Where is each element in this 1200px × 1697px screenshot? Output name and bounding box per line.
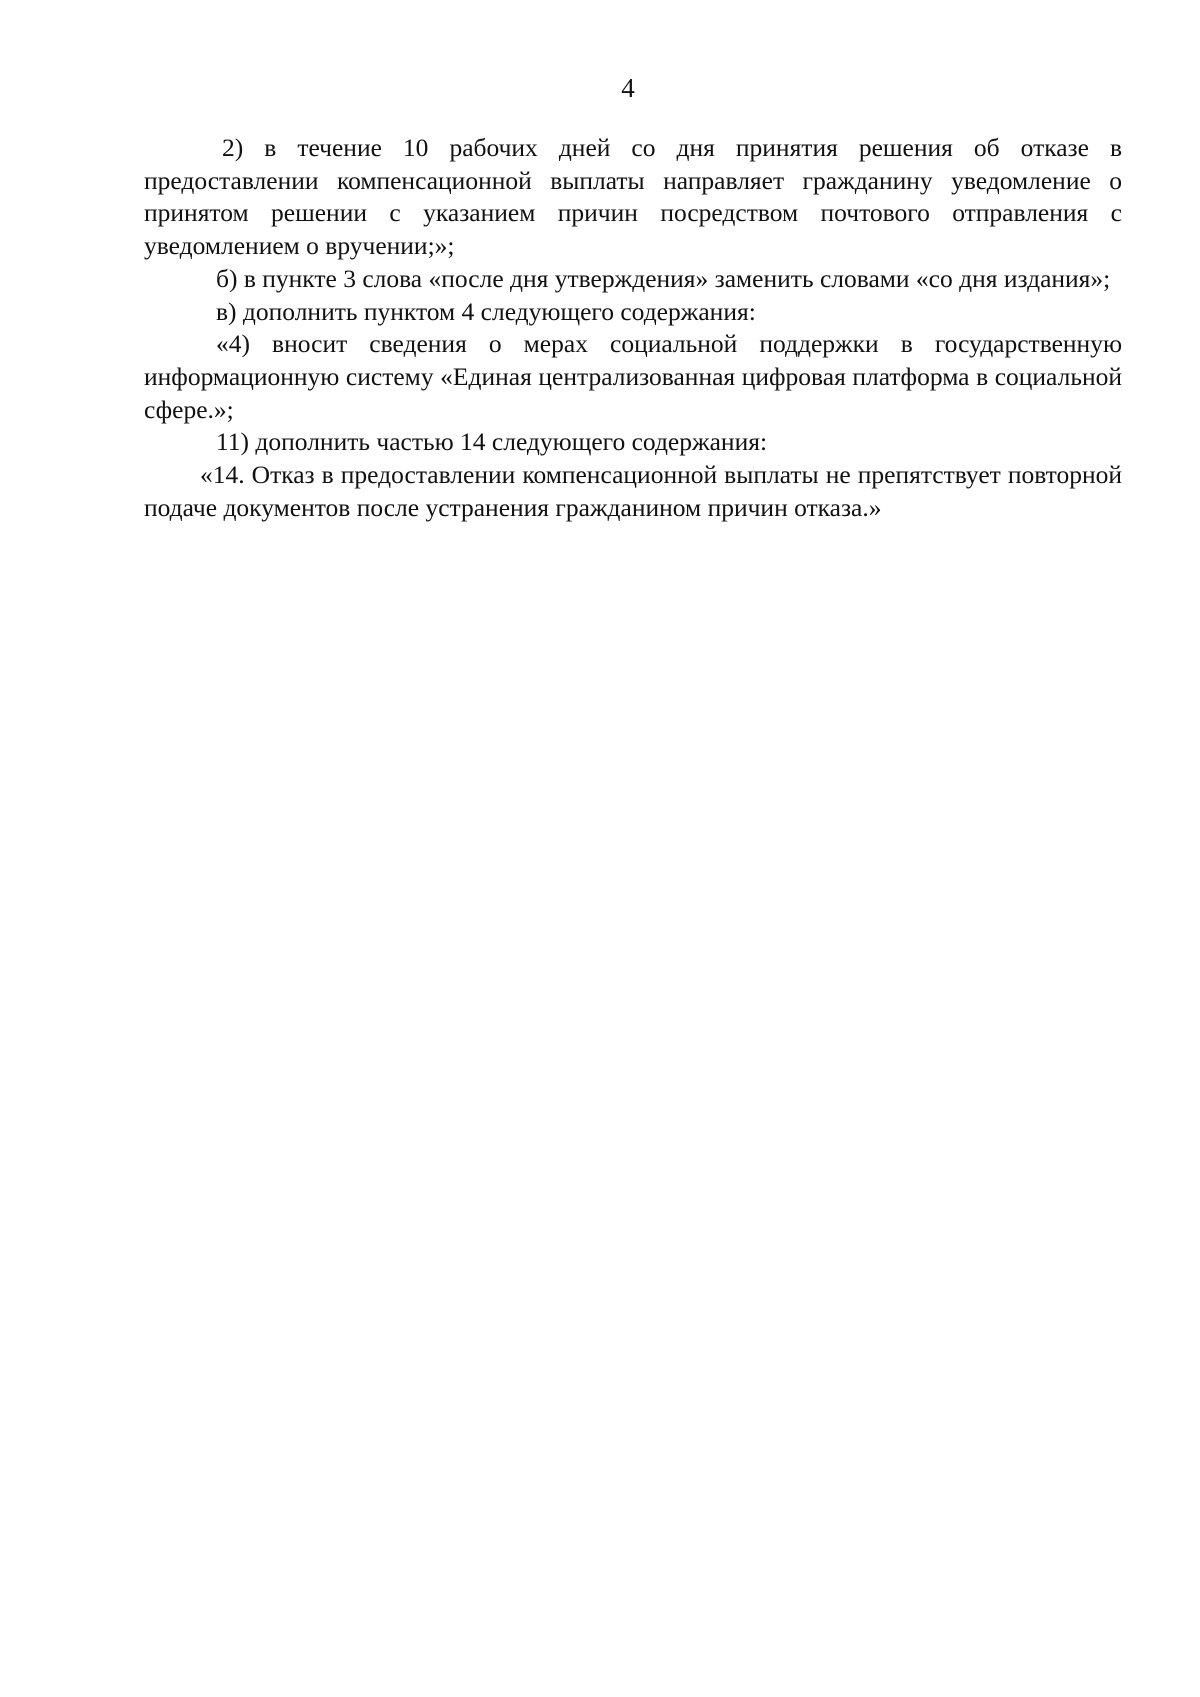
- paragraph-item-v: в) дополнить пунктом 4 следующего содержания:: [216, 296, 756, 326]
- paragraph-part-14: «14. Отказ в предоставлении компенсационной выплаты не препятствует повторной подаче документов после устранения гражданином причин отказа.»: [144, 460, 1122, 522]
- page-number: 4: [621, 73, 635, 103]
- paragraph-refusal-notification: 2) в течение 10 рабочих дней со дня принятия решения об отказе в предоставлении компенсационной выплаты направляет гражданину уведомление о принятом решении с указанием причин посредством почтового отправления с уведомлением о вручении;»;: [144, 133, 1122, 261]
- document-body: [144, 132, 1122, 524]
- paragraph-point-4: «4) вносит сведения о мерах социальной поддержки в государственную информационную систему «Единая централизованная цифровая платформа в социальной сфере.»;: [144, 329, 1122, 424]
- paragraph-item-11: 11) дополнить частью 14 следующего содержания:: [216, 427, 768, 457]
- paragraph-item-b: б) в пункте 3 слова «после дня утверждения» заменить словами «со дня издания»;: [216, 263, 1111, 293]
